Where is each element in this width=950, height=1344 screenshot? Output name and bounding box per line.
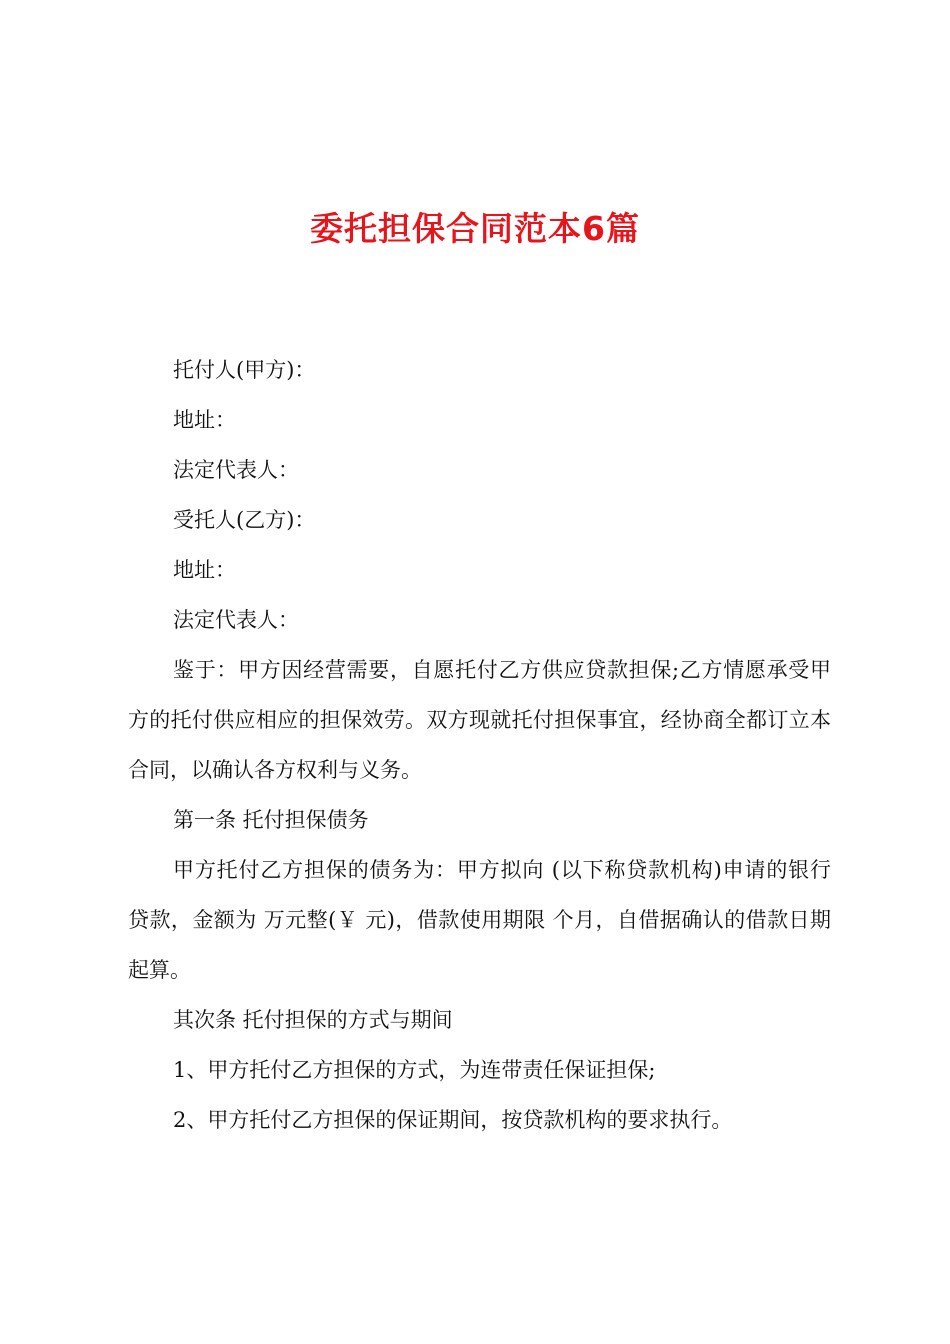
agent-representative-line: 法定代表人： <box>173 608 299 632</box>
agent-party-line: 受托人(乙方)： <box>173 508 316 532</box>
preamble-paragraph: 鉴于：甲方因经营需要，自愿托付乙方供应贷款担保;乙方情愿承受甲方的托付供应相应的担保效劳。双方现就托付担保事宜，经协商全都订立本合同，以确认各方权利与义务。 <box>128 658 831 782</box>
agent-address-line: 地址： <box>173 558 236 582</box>
article-one-heading: 第一条 托付担保债务 <box>173 808 369 832</box>
principal-address-line: 地址： <box>173 408 236 432</box>
document-title: 委托担保合同范本6篇 <box>310 209 640 248</box>
article-two-item-2: 2、甲方托付乙方担保的保证期间，按贷款机构的要求执行。 <box>173 1108 733 1132</box>
principal-representative-line: 法定代表人： <box>173 458 299 482</box>
article-two-item-1: 1、甲方托付乙方担保的方式，为连带责任保证担保; <box>173 1058 656 1082</box>
document-body <box>128 345 831 1145</box>
article-two-heading: 其次条 托付担保的方式与期间 <box>173 1008 453 1032</box>
article-one-paragraph: 甲方托付乙方担保的债务为：甲方拟向 (以下称贷款机构)申请的银行 贷款，金额为 万元整(￥ 元)，借款使用期限 个月，自借据确认的借款日期起算。 <box>128 858 831 982</box>
principal-party-line: 托付人(甲方)： <box>173 358 316 382</box>
